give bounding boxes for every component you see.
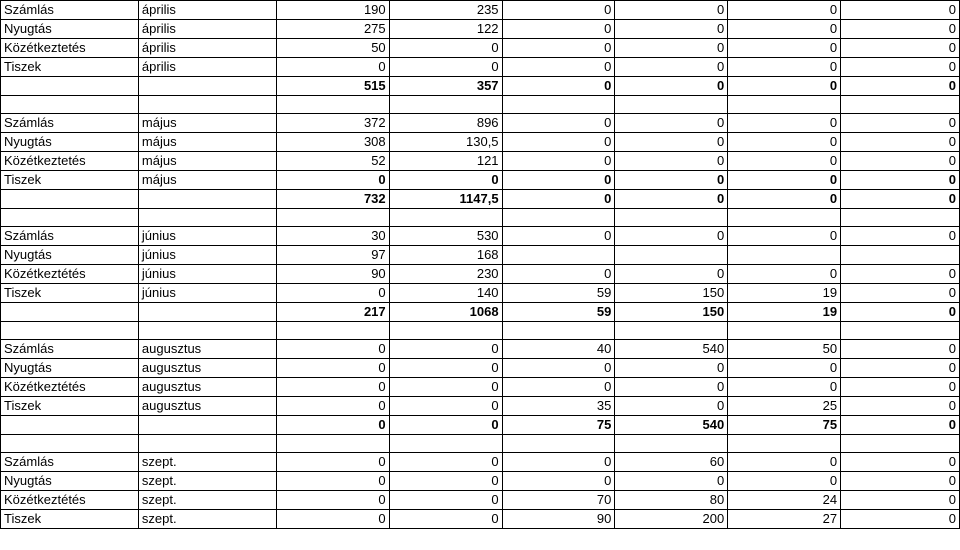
value-cell[interactable]: 0 bbox=[728, 171, 841, 190]
table-row bbox=[1, 39, 960, 58]
value-cell[interactable]: 0 bbox=[841, 77, 960, 96]
blank-row bbox=[1, 209, 960, 227]
value-cell[interactable]: 0 bbox=[728, 58, 841, 77]
value-cell[interactable]: 0 bbox=[841, 359, 960, 378]
value-cell[interactable]: 27 bbox=[728, 510, 841, 529]
category-cell[interactable]: Tiszek bbox=[1, 510, 139, 529]
value-cell[interactable]: 200 bbox=[615, 510, 728, 529]
value-cell[interactable]: 80 bbox=[615, 491, 728, 510]
month-cell[interactable] bbox=[138, 209, 276, 227]
value-cell[interactable]: 0 bbox=[502, 171, 615, 190]
value-cell[interactable]: 0 bbox=[502, 1, 615, 20]
value-cell[interactable]: 122 bbox=[389, 20, 502, 39]
value-cell[interactable]: 0 bbox=[615, 58, 728, 77]
value-cell[interactable]: 0 bbox=[841, 378, 960, 397]
month-cell[interactable] bbox=[138, 303, 276, 322]
table-row bbox=[1, 133, 960, 152]
value-cell[interactable]: 0 bbox=[841, 114, 960, 133]
value-cell[interactable] bbox=[502, 96, 615, 114]
value-cell[interactable]: 0 bbox=[502, 152, 615, 171]
table-row bbox=[1, 114, 960, 133]
value-cell[interactable]: 19 bbox=[728, 284, 841, 303]
value-cell[interactable]: 30 bbox=[276, 227, 389, 246]
table-row bbox=[1, 510, 960, 529]
value-cell[interactable]: 0 bbox=[276, 340, 389, 359]
table-row bbox=[1, 284, 960, 303]
value-cell[interactable]: 190 bbox=[276, 1, 389, 20]
value-cell[interactable] bbox=[615, 209, 728, 227]
value-cell[interactable]: 0 bbox=[728, 190, 841, 209]
value-cell[interactable]: 0 bbox=[841, 133, 960, 152]
month-cell[interactable] bbox=[138, 190, 276, 209]
value-cell[interactable]: 0 bbox=[502, 20, 615, 39]
value-cell[interactable]: 0 bbox=[728, 453, 841, 472]
value-cell[interactable]: 0 bbox=[502, 472, 615, 491]
value-cell[interactable]: 0 bbox=[502, 114, 615, 133]
value-cell[interactable]: 140 bbox=[389, 284, 502, 303]
value-cell[interactable]: 896 bbox=[389, 114, 502, 133]
value-cell[interactable] bbox=[389, 435, 502, 453]
value-cell[interactable]: 59 bbox=[502, 303, 615, 322]
table-row bbox=[1, 472, 960, 491]
value-cell[interactable]: 0 bbox=[841, 510, 960, 529]
value-cell[interactable]: 90 bbox=[276, 265, 389, 284]
value-cell[interactable]: 540 bbox=[615, 416, 728, 435]
value-cell[interactable]: 50 bbox=[728, 340, 841, 359]
value-cell[interactable]: 40 bbox=[502, 340, 615, 359]
category-cell[interactable]: Nyugtás bbox=[1, 246, 139, 265]
value-cell[interactable]: 0 bbox=[728, 1, 841, 20]
month-cell[interactable]: szept. bbox=[138, 491, 276, 510]
value-cell[interactable]: 0 bbox=[502, 453, 615, 472]
spreadsheet-body bbox=[1, 1, 960, 529]
category-cell[interactable]: Számlás bbox=[1, 1, 139, 20]
value-cell[interactable]: 0 bbox=[728, 20, 841, 39]
value-cell[interactable]: 0 bbox=[615, 472, 728, 491]
value-cell[interactable] bbox=[389, 209, 502, 227]
value-cell[interactable]: 0 bbox=[615, 359, 728, 378]
value-cell[interactable]: 0 bbox=[728, 77, 841, 96]
value-cell[interactable]: 0 bbox=[841, 472, 960, 491]
value-cell[interactable]: 0 bbox=[841, 284, 960, 303]
value-cell[interactable]: 60 bbox=[615, 453, 728, 472]
table-row bbox=[1, 453, 960, 472]
value-cell[interactable] bbox=[841, 322, 960, 340]
value-cell[interactable]: 0 bbox=[389, 491, 502, 510]
value-cell[interactable]: 1147,5 bbox=[389, 190, 502, 209]
value-cell[interactable]: 0 bbox=[389, 39, 502, 58]
category-cell[interactable] bbox=[1, 209, 139, 227]
value-cell[interactable]: 515 bbox=[276, 77, 389, 96]
value-cell[interactable] bbox=[502, 246, 615, 265]
value-cell[interactable] bbox=[502, 435, 615, 453]
value-cell[interactable] bbox=[728, 96, 841, 114]
value-cell[interactable] bbox=[615, 96, 728, 114]
value-cell[interactable]: 0 bbox=[841, 265, 960, 284]
table-row bbox=[1, 20, 960, 39]
value-cell[interactable]: 0 bbox=[841, 340, 960, 359]
value-cell[interactable]: 50 bbox=[276, 39, 389, 58]
value-cell[interactable]: 0 bbox=[615, 77, 728, 96]
month-cell[interactable]: május bbox=[138, 114, 276, 133]
table-row bbox=[1, 171, 960, 190]
value-cell[interactable]: 0 bbox=[841, 453, 960, 472]
value-cell[interactable]: 0 bbox=[615, 20, 728, 39]
category-cell[interactable] bbox=[1, 416, 139, 435]
value-cell[interactable]: 0 bbox=[728, 39, 841, 58]
category-cell[interactable]: Tiszek bbox=[1, 284, 139, 303]
value-cell[interactable] bbox=[502, 322, 615, 340]
blank-row bbox=[1, 435, 960, 453]
value-cell[interactable]: 0 bbox=[841, 491, 960, 510]
value-cell[interactable]: 0 bbox=[502, 58, 615, 77]
month-cell[interactable] bbox=[138, 322, 276, 340]
category-cell[interactable] bbox=[1, 190, 139, 209]
month-cell[interactable]: május bbox=[138, 152, 276, 171]
value-cell[interactable]: 25 bbox=[728, 397, 841, 416]
month-cell[interactable]: június bbox=[138, 284, 276, 303]
value-cell[interactable]: 0 bbox=[615, 190, 728, 209]
month-cell[interactable] bbox=[138, 435, 276, 453]
table-row bbox=[1, 491, 960, 510]
value-cell[interactable]: 0 bbox=[615, 1, 728, 20]
value-cell[interactable] bbox=[841, 96, 960, 114]
value-cell[interactable]: 0 bbox=[276, 171, 389, 190]
category-cell[interactable]: Közétkeztétés bbox=[1, 265, 139, 284]
month-cell[interactable]: szept. bbox=[138, 472, 276, 491]
value-cell[interactable]: 52 bbox=[276, 152, 389, 171]
value-cell[interactable]: 530 bbox=[389, 227, 502, 246]
value-cell[interactable]: 0 bbox=[615, 152, 728, 171]
value-cell[interactable]: 275 bbox=[276, 20, 389, 39]
value-cell[interactable]: 0 bbox=[389, 472, 502, 491]
category-cell[interactable]: Számlás bbox=[1, 227, 139, 246]
value-cell[interactable] bbox=[615, 322, 728, 340]
category-cell[interactable]: Nyugtás bbox=[1, 20, 139, 39]
value-cell[interactable]: 0 bbox=[276, 397, 389, 416]
category-cell[interactable]: Tiszek bbox=[1, 58, 139, 77]
value-cell[interactable]: 0 bbox=[389, 510, 502, 529]
value-cell[interactable]: 732 bbox=[276, 190, 389, 209]
value-cell[interactable] bbox=[841, 246, 960, 265]
value-cell[interactable]: 0 bbox=[615, 171, 728, 190]
value-cell[interactable] bbox=[615, 435, 728, 453]
value-cell[interactable]: 0 bbox=[502, 265, 615, 284]
table-row bbox=[1, 340, 960, 359]
category-cell[interactable] bbox=[1, 435, 139, 453]
value-cell[interactable]: 0 bbox=[389, 58, 502, 77]
category-cell[interactable]: Nyugtás bbox=[1, 133, 139, 152]
blank-row bbox=[1, 322, 960, 340]
value-cell[interactable]: 0 bbox=[276, 416, 389, 435]
value-cell[interactable]: 0 bbox=[728, 378, 841, 397]
table-row bbox=[1, 265, 960, 284]
month-cell[interactable]: augusztus bbox=[138, 340, 276, 359]
value-cell[interactable]: 59 bbox=[502, 284, 615, 303]
month-cell[interactable]: május bbox=[138, 133, 276, 152]
value-cell[interactable]: 0 bbox=[502, 190, 615, 209]
category-cell[interactable]: Számlás bbox=[1, 453, 139, 472]
value-cell[interactable] bbox=[728, 435, 841, 453]
subtotal-row bbox=[1, 416, 960, 435]
category-cell[interactable]: Tiszek bbox=[1, 397, 139, 416]
category-cell[interactable]: Közétkeztetés bbox=[1, 39, 139, 58]
value-cell[interactable]: 0 bbox=[841, 20, 960, 39]
value-cell[interactable]: 0 bbox=[615, 114, 728, 133]
value-cell[interactable]: 0 bbox=[276, 58, 389, 77]
month-cell[interactable]: augusztus bbox=[138, 397, 276, 416]
month-cell[interactable] bbox=[138, 96, 276, 114]
value-cell[interactable] bbox=[615, 246, 728, 265]
value-cell[interactable]: 0 bbox=[841, 190, 960, 209]
category-cell[interactable]: Nyugtás bbox=[1, 472, 139, 491]
table-row bbox=[1, 227, 960, 246]
month-cell[interactable]: augusztus bbox=[138, 378, 276, 397]
month-cell[interactable]: április bbox=[138, 1, 276, 20]
month-cell[interactable]: április bbox=[138, 58, 276, 77]
value-cell[interactable]: 235 bbox=[389, 1, 502, 20]
value-cell[interactable]: 0 bbox=[841, 227, 960, 246]
value-cell[interactable]: 0 bbox=[502, 39, 615, 58]
category-cell[interactable] bbox=[1, 96, 139, 114]
value-cell[interactable]: 0 bbox=[389, 416, 502, 435]
value-cell[interactable]: 0 bbox=[276, 453, 389, 472]
month-cell[interactable]: augusztus bbox=[138, 359, 276, 378]
value-cell[interactable] bbox=[728, 322, 841, 340]
value-cell[interactable] bbox=[728, 209, 841, 227]
table-row bbox=[1, 397, 960, 416]
value-cell[interactable]: 75 bbox=[728, 416, 841, 435]
category-cell[interactable]: Közétkeztétés bbox=[1, 378, 139, 397]
value-cell[interactable]: 150 bbox=[615, 284, 728, 303]
category-cell[interactable]: Számlás bbox=[1, 114, 139, 133]
month-cell[interactable]: június bbox=[138, 227, 276, 246]
table-row bbox=[1, 58, 960, 77]
value-cell[interactable]: 0 bbox=[276, 491, 389, 510]
value-cell[interactable]: 0 bbox=[502, 378, 615, 397]
value-cell[interactable]: 372 bbox=[276, 114, 389, 133]
value-cell[interactable]: 0 bbox=[615, 227, 728, 246]
month-cell[interactable]: április bbox=[138, 39, 276, 58]
value-cell[interactable]: 0 bbox=[502, 227, 615, 246]
value-cell[interactable] bbox=[276, 96, 389, 114]
value-cell[interactable]: 0 bbox=[276, 359, 389, 378]
value-cell[interactable]: 0 bbox=[389, 171, 502, 190]
value-cell[interactable]: 0 bbox=[728, 133, 841, 152]
category-cell[interactable]: Számlás bbox=[1, 340, 139, 359]
value-cell[interactable]: 0 bbox=[615, 397, 728, 416]
value-cell[interactable]: 35 bbox=[502, 397, 615, 416]
month-cell[interactable]: június bbox=[138, 246, 276, 265]
table-row bbox=[1, 246, 960, 265]
category-cell[interactable]: Nyugtás bbox=[1, 359, 139, 378]
category-cell[interactable]: Közétkeztetés bbox=[1, 152, 139, 171]
value-cell[interactable]: 0 bbox=[841, 171, 960, 190]
value-cell[interactable]: 0 bbox=[841, 416, 960, 435]
value-cell[interactable] bbox=[502, 209, 615, 227]
blank-row bbox=[1, 96, 960, 114]
category-cell[interactable] bbox=[1, 303, 139, 322]
value-cell[interactable]: 0 bbox=[615, 378, 728, 397]
value-cell[interactable]: 0 bbox=[841, 152, 960, 171]
value-cell[interactable]: 121 bbox=[389, 152, 502, 171]
value-cell[interactable]: 0 bbox=[502, 133, 615, 152]
value-cell[interactable]: 70 bbox=[502, 491, 615, 510]
value-cell[interactable]: 0 bbox=[615, 265, 728, 284]
value-cell[interactable]: 217 bbox=[276, 303, 389, 322]
value-cell[interactable] bbox=[276, 209, 389, 227]
value-cell[interactable]: 0 bbox=[841, 397, 960, 416]
value-cell[interactable]: 0 bbox=[728, 472, 841, 491]
month-cell[interactable] bbox=[138, 416, 276, 435]
category-cell[interactable] bbox=[1, 77, 139, 96]
month-cell[interactable]: május bbox=[138, 171, 276, 190]
table-row bbox=[1, 152, 960, 171]
month-cell[interactable]: szept. bbox=[138, 453, 276, 472]
value-cell[interactable]: 1068 bbox=[389, 303, 502, 322]
value-cell[interactable]: 0 bbox=[728, 359, 841, 378]
value-cell[interactable]: 19 bbox=[728, 303, 841, 322]
value-cell[interactable]: 0 bbox=[728, 152, 841, 171]
value-cell[interactable]: 150 bbox=[615, 303, 728, 322]
value-cell[interactable]: 0 bbox=[728, 227, 841, 246]
value-cell[interactable] bbox=[841, 209, 960, 227]
value-cell[interactable]: 0 bbox=[502, 359, 615, 378]
value-cell[interactable]: 24 bbox=[728, 491, 841, 510]
value-cell[interactable]: 0 bbox=[841, 303, 960, 322]
value-cell[interactable]: 0 bbox=[615, 133, 728, 152]
value-cell[interactable]: 0 bbox=[389, 453, 502, 472]
value-cell[interactable]: 540 bbox=[615, 340, 728, 359]
value-cell[interactable]: 357 bbox=[389, 77, 502, 96]
value-cell[interactable] bbox=[276, 435, 389, 453]
category-cell[interactable]: Közétkeztétés bbox=[1, 491, 139, 510]
value-cell[interactable]: 308 bbox=[276, 133, 389, 152]
month-cell[interactable]: szept. bbox=[138, 510, 276, 529]
value-cell[interactable] bbox=[389, 322, 502, 340]
value-cell[interactable]: 0 bbox=[502, 77, 615, 96]
value-cell[interactable]: 0 bbox=[276, 378, 389, 397]
value-cell[interactable]: 0 bbox=[728, 114, 841, 133]
value-cell[interactable]: 0 bbox=[389, 359, 502, 378]
table-row bbox=[1, 1, 960, 20]
value-cell[interactable]: 0 bbox=[841, 58, 960, 77]
value-cell[interactable]: 0 bbox=[841, 39, 960, 58]
category-cell[interactable] bbox=[1, 322, 139, 340]
category-cell[interactable]: Tiszek bbox=[1, 171, 139, 190]
month-cell[interactable] bbox=[138, 77, 276, 96]
table-row bbox=[1, 359, 960, 378]
value-cell[interactable]: 0 bbox=[615, 39, 728, 58]
value-cell[interactable]: 230 bbox=[389, 265, 502, 284]
value-cell[interactable]: 0 bbox=[389, 378, 502, 397]
value-cell[interactable]: 0 bbox=[389, 340, 502, 359]
value-cell[interactable]: 0 bbox=[841, 1, 960, 20]
value-cell[interactable] bbox=[841, 435, 960, 453]
value-cell[interactable]: 168 bbox=[389, 246, 502, 265]
value-cell[interactable]: 90 bbox=[502, 510, 615, 529]
subtotal-row bbox=[1, 77, 960, 96]
value-cell[interactable]: 0 bbox=[276, 284, 389, 303]
value-cell[interactable] bbox=[276, 322, 389, 340]
table-row bbox=[1, 378, 960, 397]
month-cell[interactable]: június bbox=[138, 265, 276, 284]
value-cell[interactable] bbox=[728, 246, 841, 265]
value-cell[interactable] bbox=[389, 96, 502, 114]
value-cell[interactable]: 0 bbox=[276, 510, 389, 529]
subtotal-row bbox=[1, 303, 960, 322]
value-cell[interactable]: 75 bbox=[502, 416, 615, 435]
value-cell[interactable]: 0 bbox=[276, 472, 389, 491]
subtotal-row bbox=[1, 190, 960, 209]
value-cell[interactable]: 97 bbox=[276, 246, 389, 265]
month-cell[interactable]: április bbox=[138, 20, 276, 39]
value-cell[interactable]: 0 bbox=[728, 265, 841, 284]
value-cell[interactable]: 130,5 bbox=[389, 133, 502, 152]
value-cell[interactable]: 0 bbox=[389, 397, 502, 416]
